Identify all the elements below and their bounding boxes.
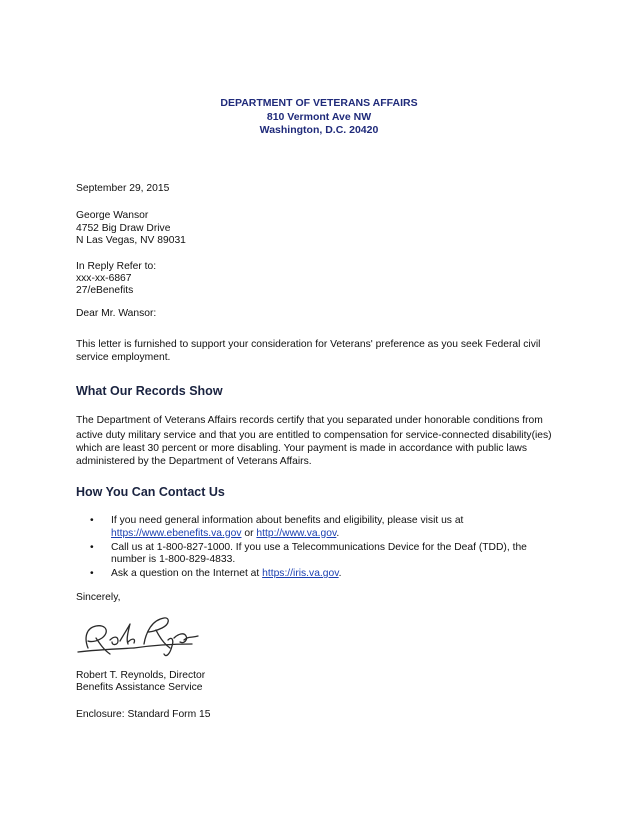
enclosure: Enclosure: Standard Form 15 xyxy=(76,709,211,720)
contact-heading: How You Can Contact Us xyxy=(76,485,225,499)
closing: Sincerely, xyxy=(76,592,121,603)
iris-link[interactable]: https://iris.va.gov xyxy=(262,568,339,579)
contact-item-3-end: . xyxy=(338,568,342,579)
letter-date: September 29, 2015 xyxy=(76,183,170,194)
list-item xyxy=(76,542,556,567)
signer-block xyxy=(76,670,566,694)
intro-paragraph xyxy=(76,338,558,364)
contact-list xyxy=(76,515,556,582)
bullet-icon: • xyxy=(90,515,94,526)
ebenefits-link[interactable]: https://www.ebenefits.va.gov xyxy=(111,527,242,539)
enclosure-block xyxy=(76,709,566,721)
letterhead xyxy=(0,97,638,138)
signature-image xyxy=(74,614,202,664)
contact-item-3-text: Ask a question on the Internet at xyxy=(111,568,263,579)
records-line-1: The Department of Veterans Affairs records certify that you separated under honorable conditions from xyxy=(76,415,543,426)
list-item xyxy=(76,568,556,581)
records-line-4: administered by the Department of Veterans Affairs. xyxy=(76,456,312,467)
salutation-block xyxy=(76,308,566,320)
recipient-address xyxy=(76,210,566,247)
reply-code: 27/eBenefits xyxy=(76,285,134,296)
contact-item-2-line-2: number is 1-800-829-4833. xyxy=(111,554,236,565)
records-paragraph xyxy=(76,414,558,468)
intro-line-2: service employment. xyxy=(76,352,171,363)
letterhead-street: 810 Vermont Ave NW xyxy=(266,110,372,123)
list-item xyxy=(76,515,556,540)
records-line-3: which are least 30 percent or more disabling. Your payment is made in accordance with public laws xyxy=(76,443,528,454)
salutation: Dear Mr. Wansor: xyxy=(76,308,157,319)
va-gov-link[interactable]: http://www.va.gov xyxy=(256,527,337,539)
contact-item-1-text: If you need general information about benefits and eligibility, please visit us at xyxy=(111,515,464,526)
recipient-city: N Las Vegas, NV 89031 xyxy=(76,235,186,246)
records-heading: What Our Records Show xyxy=(76,384,223,398)
records-line-2: active duty military service and that you are entitled to compensation for service-connected disability(ies) xyxy=(76,430,552,441)
bullet-icon: • xyxy=(90,541,94,553)
closing-block xyxy=(76,592,566,604)
recipient-name: George Wansor xyxy=(76,210,149,221)
letterhead-agency: DEPARTMENT OF VETERANS AFFAIRS xyxy=(220,97,418,109)
bullet-icon: • xyxy=(90,568,94,579)
letter-date-block xyxy=(76,183,566,195)
reply-label: In Reply Refer to: xyxy=(76,261,157,272)
contact-item-1-or: or xyxy=(241,527,257,539)
intro-line-1: This letter is furnished to support your consideration for Veterans' preference as you seek Federal civil xyxy=(76,339,541,350)
recipient-street: 4752 Big Draw Drive xyxy=(76,223,171,234)
signer-name: Robert T. Reynolds, Director xyxy=(76,670,206,681)
contact-item-1-end: . xyxy=(336,527,340,539)
reply-file-number: xxx-xx-6867 xyxy=(76,273,132,284)
contact-item-2-line-1: Call us at 1-800-827-1000. If you use a Telecommunications Device for the Deaf (TDD), the xyxy=(111,541,527,553)
letterhead-city: Washington, D.C. 20420 xyxy=(259,124,379,136)
reply-reference xyxy=(76,261,566,297)
signer-title: Benefits Assistance Service xyxy=(76,682,203,693)
